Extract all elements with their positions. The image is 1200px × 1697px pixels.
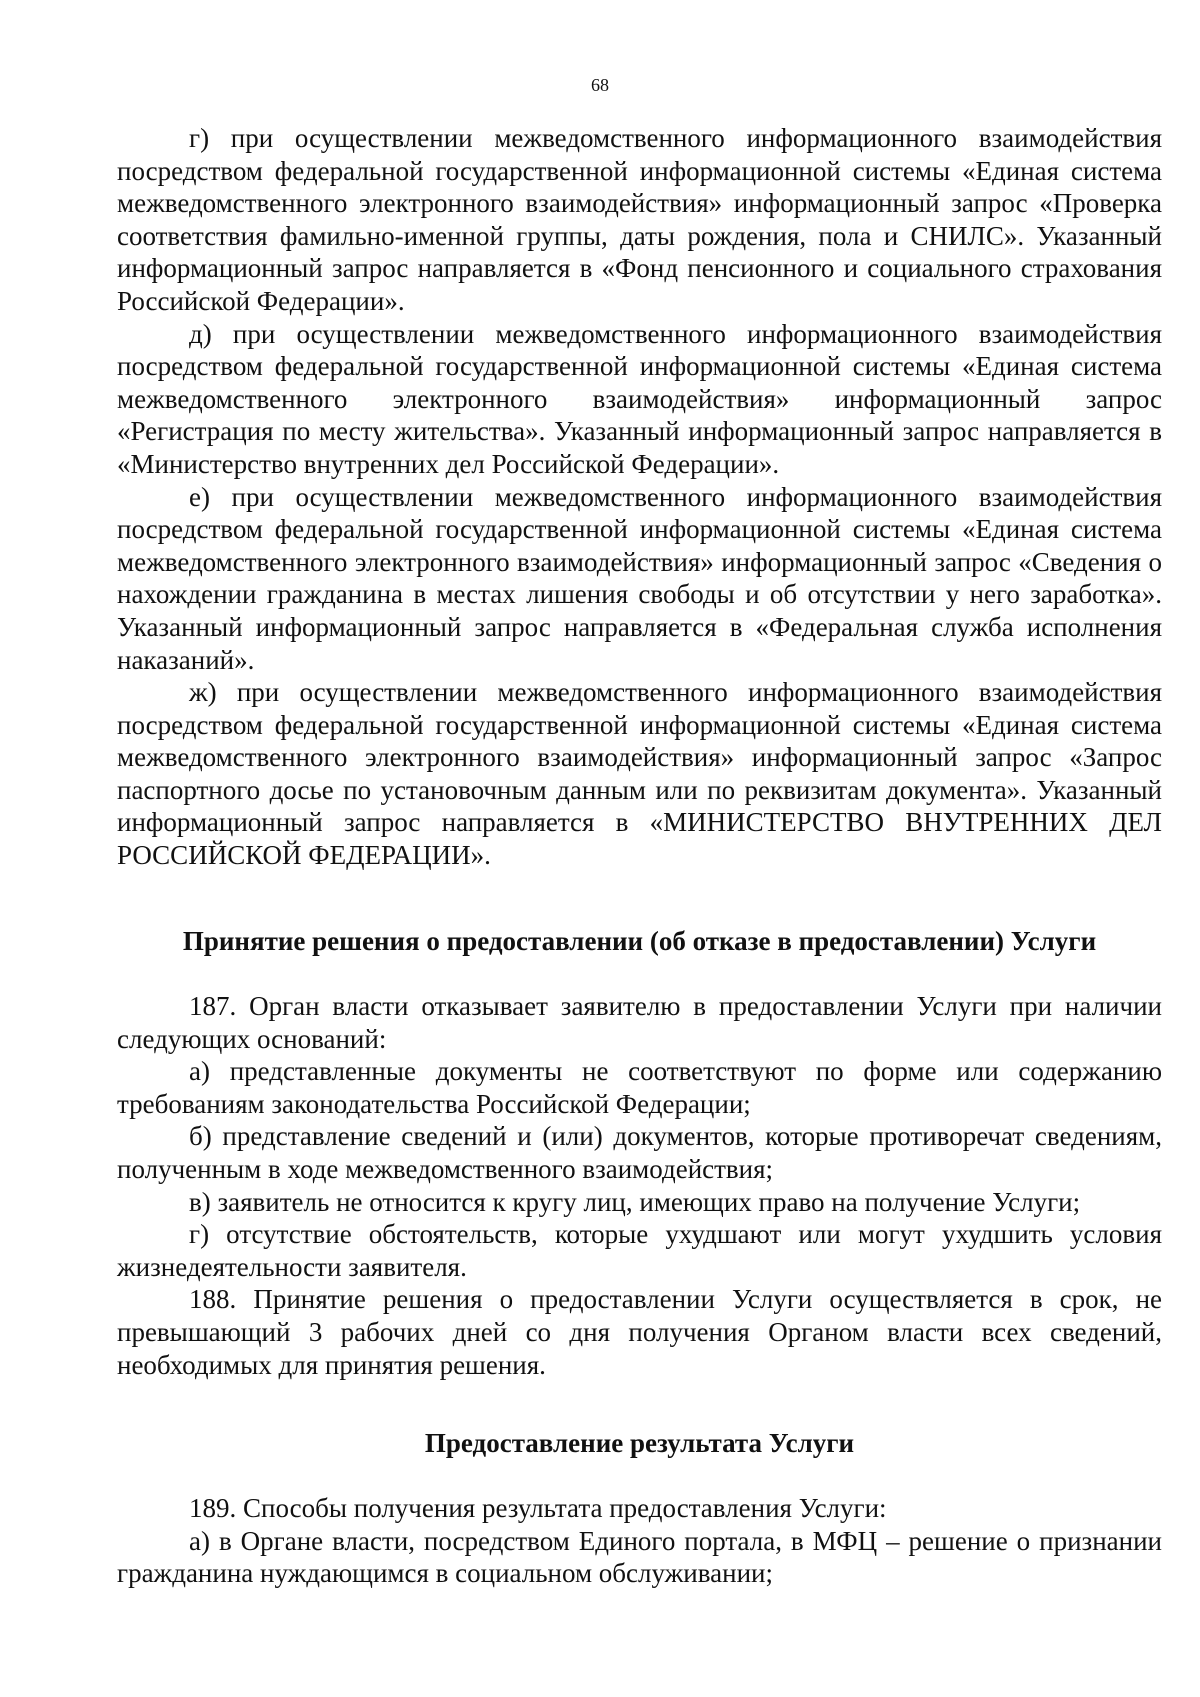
paragraph-187: 187. Орган власти отказывает заявителю в предоставлении Услуги при наличии следующих оснований:: [117, 991, 1162, 1054]
paragraph-187-g: г) отсутствие обстоятельств, которые ухудшают или могут ухудшить условия жизнедеятельности заявителя.: [117, 1219, 1162, 1282]
paragraph-zh-request: ж) при осуществлении межведомственного информационного взаимодействия посредством федеральной государственной информационной системы «Единая система межведомственного электронного взаимодействия» информационный запрос «Запрос паспортного досье по установочным данным или по реквизитам документа». Указанный информационный запрос направляется в «МИНИСТЕРСТВО ВНУТРЕННИХ ДЕЛ РОССИЙСКОЙ ФЕДЕРАЦИИ».: [117, 677, 1162, 871]
paragraph-189: 189. Способы получения результата предоставления Услуги:: [189, 1493, 887, 1523]
page-number: 68: [591, 75, 609, 95]
result-section-body: [117, 1492, 1162, 1590]
paragraph-g-request: г) при осуществлении межведомственного информационного взаимодействия посредством федеральной государственной информационной системы «Единая система межведомственного электронного взаимодействия» информационный запрос «Проверка соответствия фамильно-именной группы, даты рождения, пола и СНИЛС». Указанный информационный запрос направляется в «Фонд пенсионного и социального страхования Российской Федерации».: [117, 123, 1162, 316]
section-title-decision: Принятие решения о предоставлении (об отказе в предоставлении) Услуги: [182, 926, 1097, 956]
paragraph-187-b: б) представление сведений и (или) документов, которые противоречат сведениям, полученным в ходе межведомственного взаимодействия;: [117, 1121, 1162, 1184]
paragraph-e-request: е) при осуществлении межведомственного информационного взаимодействия посредством федеральной государственной информационной системы «Единая система межведомственного электронного взаимодействия» информационный запрос «Сведения о нахождении гражданина в местах лишения свободы и об отсутствии у него заработка». Указанный информационный запрос направляется в «Федеральная служба исполнения наказаний».: [117, 481, 1162, 675]
paragraph-187-a: а) представленные документы не соответствуют по форме или содержанию требованиям законодательства Российской Федерации;: [117, 1056, 1162, 1119]
interagency-requests-block: [117, 122, 1162, 872]
paragraph-187-v: в) заявитель не относится к кругу лиц, имеющих право на получение Услуги;: [189, 1186, 1081, 1217]
paragraph-188: 188. Принятие решения о предоставлении Услуги осуществляется в срок, не превышающий 3 рабочих дней со дня получения Органом власти всех сведений, необходимых для принятия решения.: [117, 1284, 1162, 1380]
paragraph-d-request: д) при осуществлении межведомственного информационного взаимодействия посредством федеральной государственной информационной системы «Единая система межведомственного электронного взаимодействия» информационный запрос «Регистрация по месту жительства». Указанный информационный запрос направляется в «Министерство внутренних дел Российской Федерации».: [117, 318, 1162, 479]
decision-section-body: [117, 990, 1162, 1381]
section-title-result: Предоставление результата Услуги: [424, 1428, 855, 1458]
paragraph-189-a: а) в Органе власти, посредством Единого портала, в МФЦ – решение о признании гражданина нуждающимся в социальном обслуживании;: [117, 1525, 1162, 1589]
